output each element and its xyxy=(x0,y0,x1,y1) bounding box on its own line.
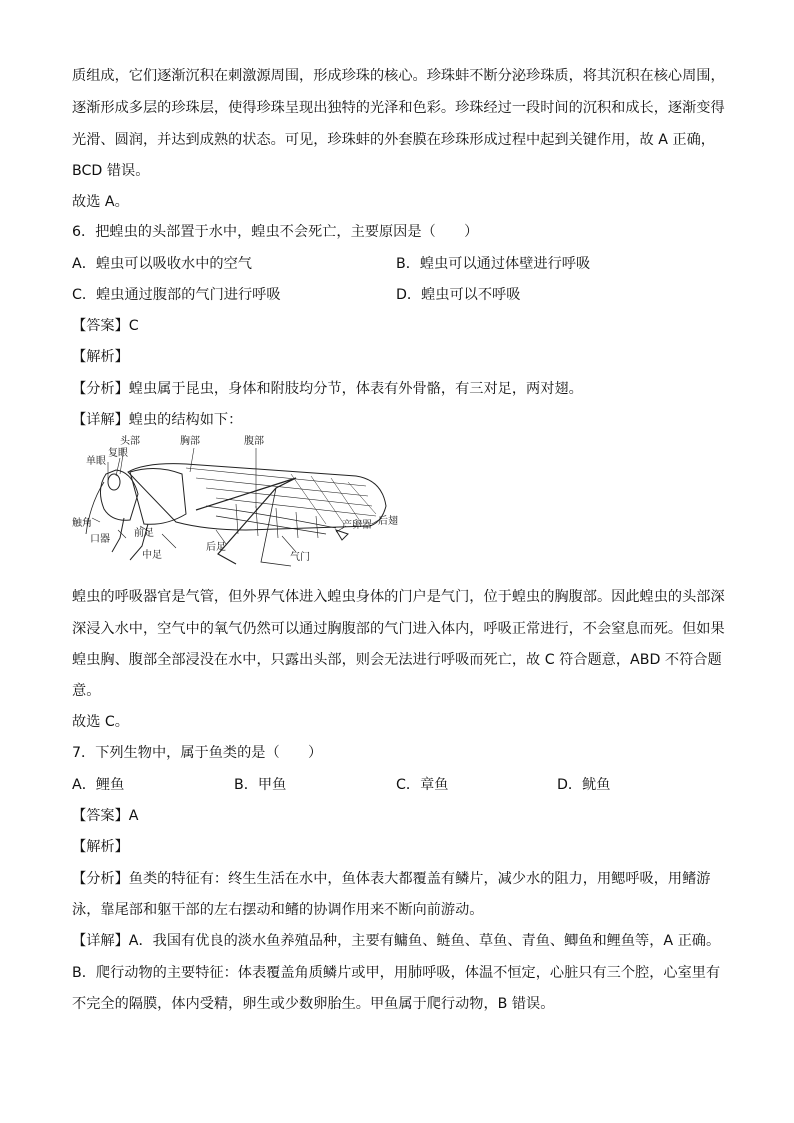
q7-option-c: C．章鱼 xyxy=(396,777,449,793)
q6-analysis-heading: 【解析】 xyxy=(72,349,129,365)
label-compound-eye: 复眼 xyxy=(108,448,128,459)
q6-option-b: B．蝗虫可以通过体壁进行呼吸 xyxy=(396,256,591,272)
q7-analysis-heading: 【解析】 xyxy=(72,839,129,855)
q7-fenxi-line: 泳，靠尾部和躯干部的左右摆动和鳍的协调作用来不断向前游动。 xyxy=(72,902,484,918)
label-spiracle: 气门 xyxy=(290,552,310,563)
paragraph-line: BCD 错误。 xyxy=(72,163,150,179)
q6-explain-line: 深浸入水中，空气中的氧气仍然可以通过胸腹部的气门进入体内，呼吸正常进行，不会窒息而死。但如果 xyxy=(72,621,725,637)
q7-option-a: A．鲤鱼 xyxy=(72,777,125,793)
grasshopper-diagram xyxy=(72,434,398,580)
label-ovipositor: 产卵器 xyxy=(342,520,372,531)
question-7-stem: 7．下列生物中，属于鱼类的是（ ） xyxy=(72,745,323,761)
label-thorax: 胸部 xyxy=(180,436,200,447)
q6-answer: 【答案】C xyxy=(72,318,139,334)
label-simple-eye: 单眼 xyxy=(86,456,106,467)
q6-option-c: C．蝗虫通过腹部的气门进行呼吸 xyxy=(72,287,281,303)
q7-fenxi-line: 【分析】鱼类的特征有：终生生活在水中，鱼体表大都覆盖有鳞片，减少水的阻力，用鳃呼吸，用鳍游 xyxy=(72,871,711,887)
foreleg-shape xyxy=(112,518,124,552)
thorax-outline xyxy=(130,468,186,524)
label-hindleg: 后足 xyxy=(206,542,226,553)
paragraph-line: 逐渐形成多层的珍珠层，使得珍珠呈现出独特的光泽和色彩。珍珠经过一段时间的沉积和成长，逐渐变得 xyxy=(72,100,725,116)
q6-option-a: A．蝗虫可以吸收水中的空气 xyxy=(72,256,252,272)
paragraph-line: 光滑、圆润，并达到成熟的状态。可见，珍珠蚌的外套膜在珍珠形成过程中起到关键作用，故 A 正确， xyxy=(72,132,715,148)
choice-line: 故选 A。 xyxy=(72,194,129,210)
q7-answer: 【答案】A xyxy=(72,808,139,824)
label-foreleg: 前足 xyxy=(134,528,154,539)
label-antenna: 触角 xyxy=(72,518,92,529)
q6-detail: 【详解】蝗虫的结构如下： xyxy=(72,412,243,428)
compound-eye-shape xyxy=(108,474,120,490)
q7-detail-line: 不完全的隔膜，体内受精，卵生或少数卵胎生。甲鱼属于爬行动物，B 错误。 xyxy=(72,996,555,1012)
q6-fenxi: 【分析】蝗虫属于昆虫，身体和附肢均分节，体表有外骨骼，有三对足，两对翅。 xyxy=(72,381,583,397)
paragraph-line: 质组成，它们逐渐沉积在刺激源周围，形成珍珠的核心。珍珠蚌不断分泌珍珠质，将其沉积在核心周围， xyxy=(72,68,725,84)
question-6-stem: 6．把蝗虫的头部置于水中，蝗虫不会死亡，主要原因是（ ） xyxy=(72,224,479,240)
q7-option-b: B．甲鱼 xyxy=(234,777,287,793)
q7-detail-line: 【详解】A．我国有优良的淡水鱼养殖品种，主要有鳙鱼、鲢鱼、草鱼、青鱼、鲫鱼和鲤鱼等，A 正确。 xyxy=(72,933,721,949)
label-head: 头部 xyxy=(120,436,140,447)
q7-option-d: D．鱿鱼 xyxy=(557,777,611,793)
label-mouthparts: 口器 xyxy=(90,534,110,545)
label-abdomen: 腹部 xyxy=(244,436,264,447)
label-midleg: 中足 xyxy=(142,550,162,561)
label-hindwing: 后翅 xyxy=(378,516,398,527)
q7-detail-line: B．爬行动物的主要特征：体表覆盖角质鳞片或甲，用肺呼吸，体温不恒定，心脏只有三个腔，心室里有 xyxy=(72,965,721,981)
q6-explain-line: 蝗虫胸、腹部全部浸没在水中，只露出头部，则会无法进行呼吸而死亡，故 C 符合题意，ABD 不符合题 xyxy=(72,652,722,668)
q6-choice: 故选 C。 xyxy=(72,714,129,730)
q6-explain-line: 意。 xyxy=(72,683,101,699)
q6-explain-line: 蝗虫的呼吸器官是气管，但外界气体进入蝗虫身体的门户是气门，位于蝗虫的胸腹部。因此蝗虫的头部深 xyxy=(72,589,725,605)
q6-option-d: D．蝗虫可以不呼吸 xyxy=(396,287,521,303)
